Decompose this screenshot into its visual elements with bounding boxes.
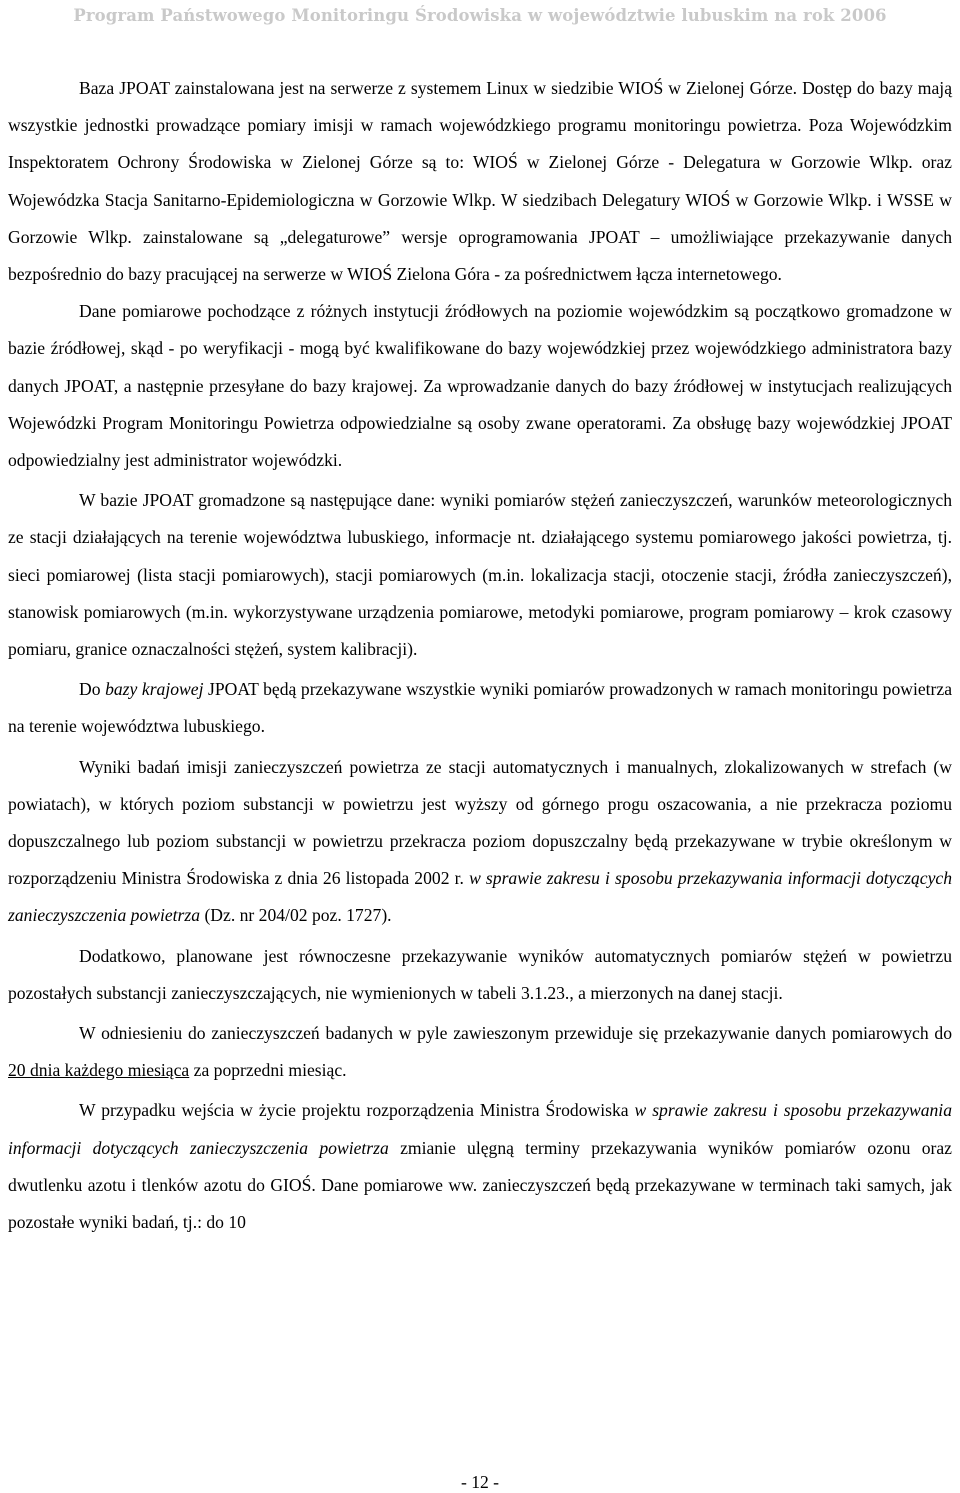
running-header: Program Państwowego Monitoringu Środowiska w województwie lubuskim na rok 2006	[73, 6, 887, 25]
paragraph-4	[8, 671, 952, 745]
text-segment: Wyniki badań imisji zanieczyszczeń powietrza ze stacji automatycznych i manualnych, zlokalizowanych w strefach (w powiatach), w których poziom substancji w powietrzu jest wyższy od górnego progu oszacowania, a nie przekracza poziomu dopuszczalnego lub poziom substancji w powietrzu przekracza poziom dopuszczalny będą przekazywane w trybie określonym w rozporządzeniu Ministra Środowiska z dnia 26 listopada 2002 r.	[8, 756, 952, 889]
text-segment: W przypadku wejścia w życie projektu rozporządzenia Ministra Środowiska	[79, 1100, 635, 1121]
paragraph-1	[8, 70, 952, 293]
paragraph-3	[8, 482, 952, 668]
text-segment: Dane pomiarowe pochodzące z różnych instytucji źródłowych na poziomie wojewódzkim są początkowo gromadzone w bazie źródłowej, skąd - po weryfikacji - mogą być kwalifikowane do bazy wojewódzkiej przez wojewódzkiego administratora bazy danych JPOAT, a następnie przesyłane do bazy krajowej. Za wprowadzanie danych do bazy źródłowej w instytucjach realizujących Wojewódzki Program Monitoringu Powietrza odpowiedzialne są osoby zwane operatorami. Za obsługę bazy wojewódzkiej JPOAT odpowiedzialny jest administrator wojewódzki.	[8, 301, 952, 471]
paragraph-2	[8, 293, 952, 479]
paragraph-8	[8, 1092, 952, 1241]
text-segment: Dodatkowo, planowane jest równoczesne przekazywanie wyników automatycznych pomiarów stężeń w powietrzu pozostałych substancji zanieczyszczających, nie wymienionych w tabeli 3.1.23., a mierzonych na danej stacji.	[8, 945, 952, 1003]
text-segment: JPOAT będą przekazywane wszystkie wyniki pomiarów prowadzonych w ramach monitoringu powietrza na terenie województwa lubuskiego.	[8, 679, 953, 737]
italic-segment: w sprawie zakresu i sposobu przekazywania informacji dotyczących zanieczyszczenia powietrza	[8, 1100, 952, 1158]
paragraph-6	[8, 938, 952, 1012]
document-body	[8, 70, 952, 1241]
text-segment: W bazie JPOAT gromadzone są następujące dane: wyniki pomiarów stężeń zanieczyszczeń, warunków meteorologicznych ze stacji działających na terenie województwa lubuskiego, informacje nt. działającego systemu pomiarowego jakości powietrza, tj. sieci pomiarowej (lista stacji pomiarowych), stacji pomiarowych (m.in. lokalizacja stacji, otoczenie stacji, źródła zanieczyszczeń), stanowisk pomiarowych (m.in. wykorzystywane urządzenia pomiarowe, metodyki pomiarowe, program pomiarowy – krok czasowy pomiaru, granice oznaczalności stężeń, system kalibracji).	[8, 490, 952, 660]
text-segment: zmianie ulęgną terminy przekazywania wyników pomiarów ozonu oraz dwutlenku azotu i tlenków azotu do GIOŚ. Dane pomiarowe ww. zanieczyszczeń będą przekazywane w terminach taki samych, jak pozostałe wyniki badań, tj.: do 10	[8, 1137, 952, 1233]
paragraph-7	[8, 1015, 952, 1089]
page-number: - 12 -	[460, 1472, 500, 1492]
text-segment: W odniesieniu do zanieczyszczeń badanych w pyle zawieszonym przewiduje się przekazywanie danych pomiarowych do	[79, 1023, 952, 1044]
text-segment: Baza JPOAT zainstalowana jest na serwerze z systemem Linux w siedzibie WIOŚ w Zielonej Górze. Dostęp do bazy mają wszystkie jednostki prowadzące pomiary imisji w ramach wojewódzkiego programu monitoringu powietrza. Poza Wojewódzkim Inspektoratem Ochrony Środowiska w Zielonej Górze są to: WIOŚ w Zielonej Górze - Delegatura w Gorzowie Wlkp. oraz Wojewódzka Stacja Sanitarno-Epidemiologiczna w Gorzowie Wlkp. W siedzibach Delegatury WIOŚ w Gorzowie Wlkp. i WSSE w Gorzowie Wlkp. zainstalowane są „delegaturowe” wersje oprogramowania JPOAT – umożliwiające przekazywanie danych bezpośrednio do bazy pracującej na serwerze w WIOŚ Zielona Góra - za pośrednictwem łącza internetowego.	[8, 78, 952, 285]
text-segment: (Dz. nr 204/02 poz. 1727).	[200, 905, 392, 926]
italic-segment: bazy krajowej	[105, 679, 204, 700]
italic-segment: w sprawie zakresu i sposobu przekazywania informacji dotyczących zanieczyszczenia powietrza	[8, 868, 952, 926]
underlined-segment: 20 dnia każdego miesiąca	[8, 1060, 190, 1081]
text-segment: za poprzedni miesiąc.	[189, 1060, 347, 1081]
text-segment: Do	[79, 679, 106, 700]
paragraph-5	[8, 749, 952, 935]
